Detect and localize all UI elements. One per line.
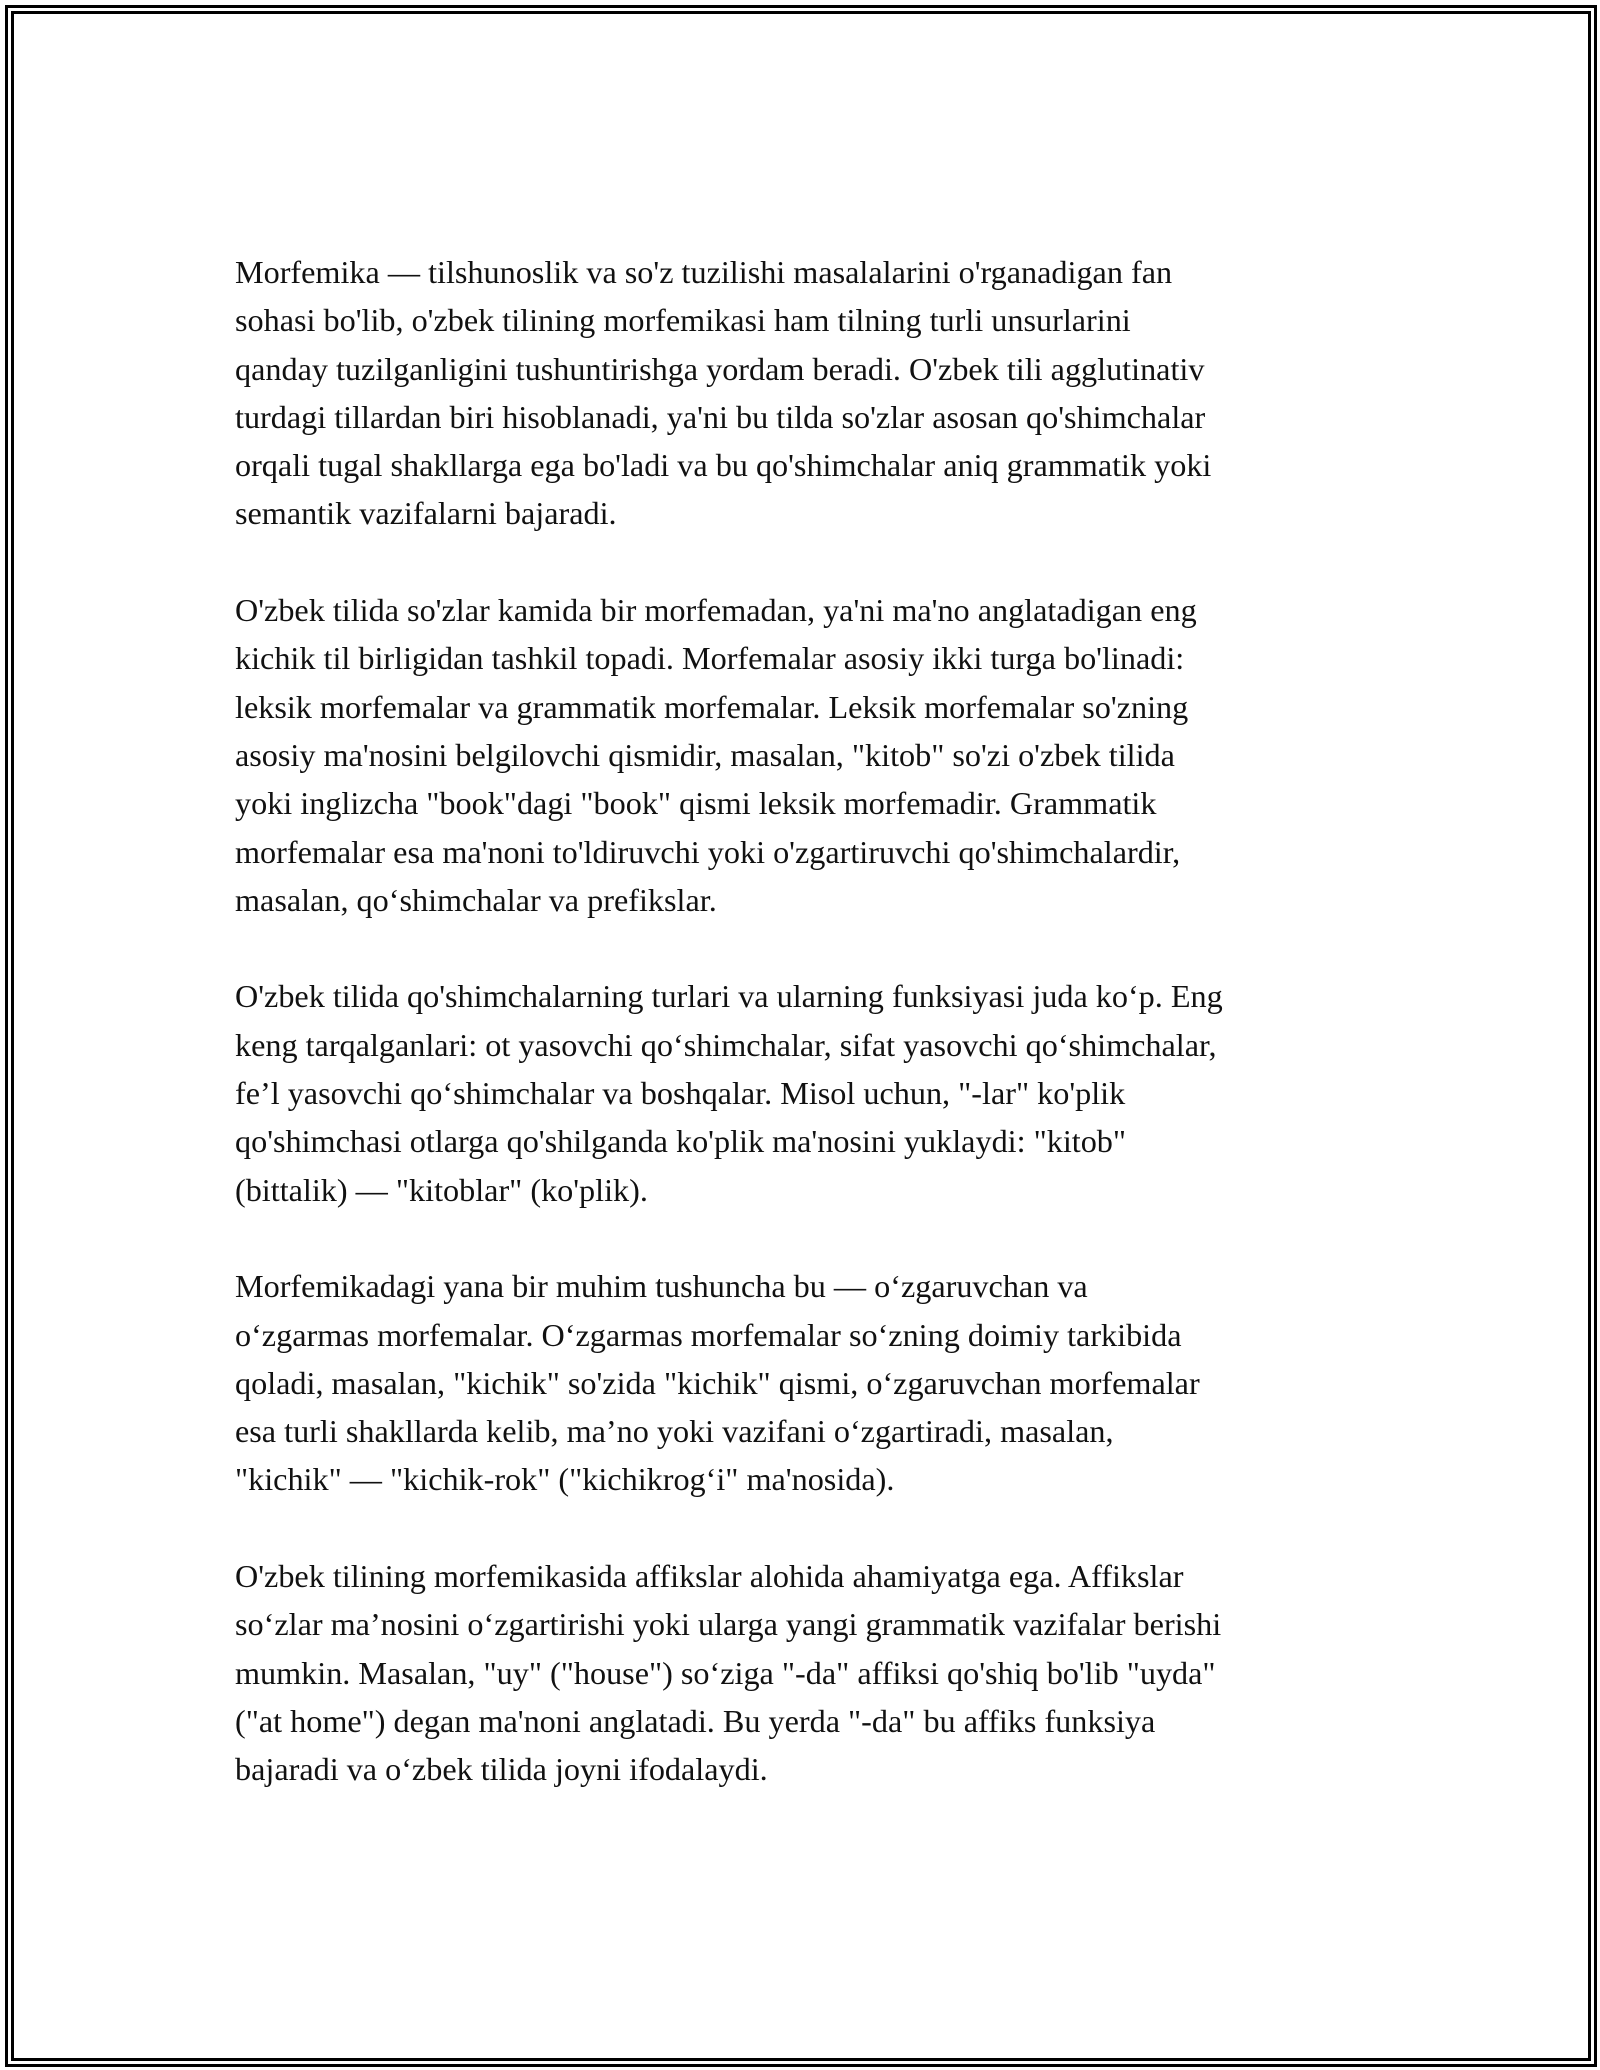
- paragraph-line: asosiy ma'nosini belgilovchi qismidir, masalan, "kitob" so'zi o'zbek tilida: [235, 736, 1175, 773]
- paragraph-line: so‘zlar ma’nosini o‘zgartirishi yoki ularga yangi grammatik vazifalar berishi: [235, 1606, 1222, 1643]
- paragraph-line: sohasi bo'lib, o'zbek tilining morfemikasi ham tilning turli unsurlarini: [235, 302, 1131, 339]
- paragraph-line: leksik morfemalar va grammatik morfemalar. Leksik morfemalar so'zning: [235, 688, 1189, 725]
- paragraph-line: Morfemika — tilshunoslik va so'z tuzilishi masalalarini o'rganadigan fan: [235, 254, 1173, 290]
- paragraph-line: turdagi tillardan biri hisoblanadi, ya'ni bu tilda so'zlar asosan qo'shimchalar: [235, 398, 1206, 435]
- paragraph-2: [235, 586, 1370, 924]
- document-body: [235, 248, 1370, 1842]
- paragraph-5: [235, 1552, 1370, 1793]
- paragraph-line: kichik til birligidan tashkil topadi. Morfemalar asosiy ikki turga bo'linadi:: [235, 640, 1185, 677]
- paragraph-line: qo'shimchasi otlarga qo'shilganda ko'plik ma'nosini yuklaydi: "kitob": [235, 1123, 1127, 1160]
- paragraph-line: semantik vazifalarni bajaradi.: [235, 495, 617, 532]
- paragraph-line: (bittalik) — "kitoblar" (ko'plik).: [235, 1171, 648, 1208]
- paragraph-line: ("at home") degan ma'noni anglatadi. Bu yerda "-da" bu affiks funksiya: [235, 1702, 1156, 1739]
- paragraph-line: "kichik" — "kichik-rok" ("kichikrog‘i" ma'nosida).: [235, 1461, 895, 1498]
- paragraph-line: O'zbek tilida qo'shimchalarning turlari va ularning funksiyasi juda ko‘p. Eng: [235, 978, 1223, 1015]
- paragraph-line: masalan, qo‘shimchalar va prefikslar.: [235, 881, 717, 918]
- paragraph-line: mumkin. Masalan, "uy" ("house") so‘ziga "-da" affiksi qo'shiq bo'lib "uyda": [235, 1654, 1216, 1691]
- paragraph-line: qanday tuzilganligini tushuntirishga yordam beradi. O'zbek tili agglutinativ: [235, 350, 1205, 387]
- paragraph-line: fe’l yasovchi qo‘shimchalar va boshqalar. Misol uchun, "-lar" ko'plik: [235, 1075, 1126, 1112]
- paragraph-line: yoki inglizcha "book"dagi "book" qismi leksik morfemadir. Grammatik: [235, 785, 1157, 822]
- paragraph-3: [235, 972, 1370, 1213]
- paragraph-line: bajaradi va o‘zbek tilida joyni ifodalaydi.: [235, 1751, 768, 1788]
- paragraph-line: qoladi, masalan, "kichik" so'zida "kichik" qismi, o‘zgaruvchan morfemalar: [235, 1364, 1200, 1401]
- paragraph-line: orqali tugal shakllarga ega bo'ladi va bu qo'shimchalar aniq grammatik yoki: [235, 447, 1212, 484]
- paragraph-line: keng tarqalganlari: ot yasovchi qo‘shimchalar, sifat yasovchi qo‘shimchalar,: [235, 1026, 1217, 1063]
- paragraph-4: [235, 1262, 1370, 1503]
- paragraph-line: morfemalar esa ma'noni to'ldiruvchi yoki o'zgartiruvchi qo'shimchalardir,: [235, 833, 1181, 870]
- paragraph-line: o‘zgarmas morfemalar. O‘zgarmas morfemalar so‘zning doimiy tarkibida: [235, 1316, 1182, 1353]
- paragraph-1: [235, 248, 1370, 538]
- paragraph-line: esa turli shakllarda kelib, ma’no yoki vazifani o‘zgartiradi, masalan,: [235, 1413, 1114, 1450]
- paragraph-line: O'zbek tilining morfemikasida affikslar alohida ahamiyatga ega. Affikslar: [235, 1558, 1184, 1595]
- paragraph-line: Morfemikadagi yana bir muhim tushuncha bu — o‘zgaruvchan va: [235, 1268, 1088, 1305]
- paragraph-line: O'zbek tilida so'zlar kamida bir morfemadan, ya'ni ma'no anglatadigan eng: [235, 592, 1197, 629]
